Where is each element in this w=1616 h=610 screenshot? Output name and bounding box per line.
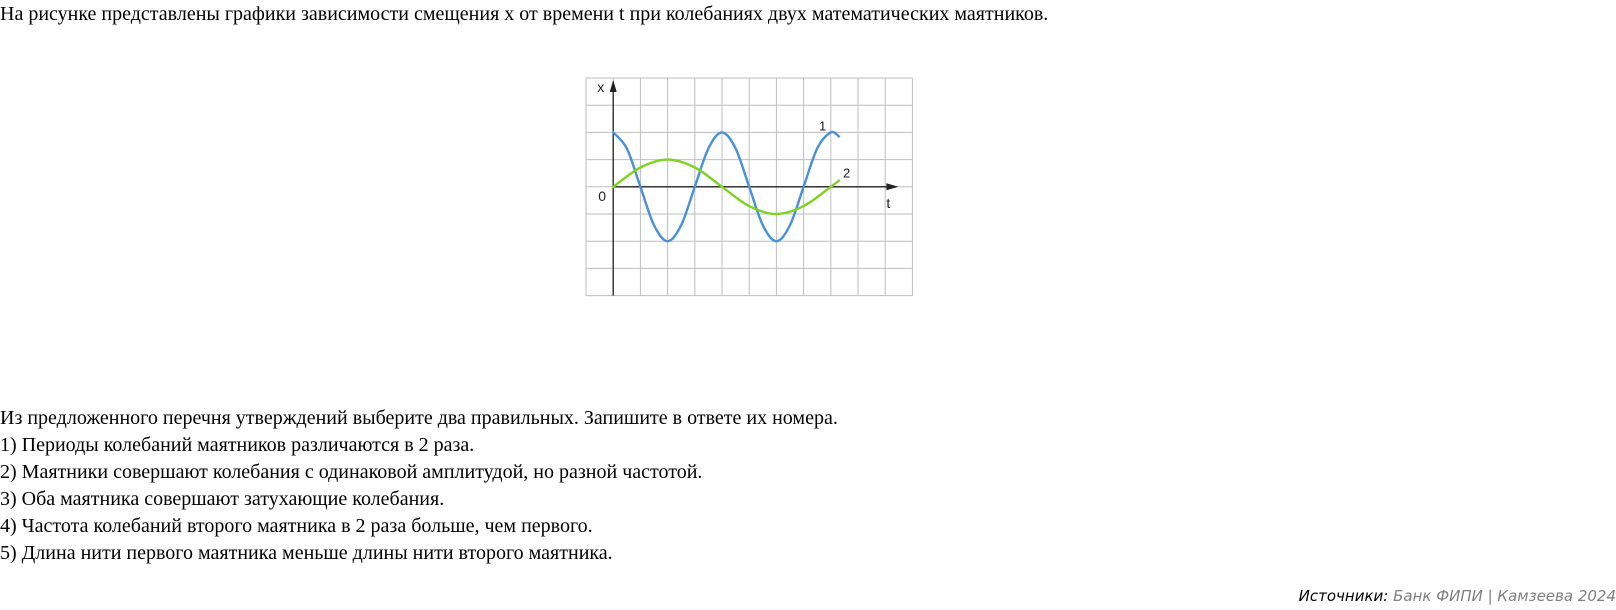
chart-series (613, 118, 850, 241)
chart-axes (597, 79, 898, 296)
series-label-1: 1 (818, 118, 827, 134)
x-axis-label: t (886, 194, 891, 211)
question-instruction: Из предложенного перечня утверждений выберите два правильных. Запишите в ответе их номера. (0, 407, 838, 429)
sources-line (1299, 586, 1616, 606)
answer-option-1: 1) Периоды колебаний маятников различаются в 2 раза. (0, 434, 475, 456)
answer-option-5: 5) Длина нити первого маятника меньше длины нити второго маятника. (0, 542, 613, 564)
answer-option-2: 2) Маятники совершают колебания с одинаковой амплитудой, но разной частотой. (0, 461, 703, 483)
question-block (0, 405, 838, 567)
answer-option-3: 3) Оба маятника совершают затухающие колебания. (0, 488, 445, 510)
chart-svg (584, 76, 924, 308)
pendulum-graph (584, 76, 924, 308)
y-axis-arrow-icon (610, 80, 617, 92)
origin-label: 0 (598, 187, 606, 204)
answer-option-4: 4) Частота колебаний второго маятника в 2 раза больше, чем первого. (0, 515, 593, 537)
intro-text: На рисунке представлены графики зависимости смещения x от времени t при колебаниях двух математических маятников. (0, 3, 1049, 25)
sources-label: Источники: (1298, 587, 1389, 605)
series-label-2: 2 (842, 165, 851, 181)
x-axis-arrow-icon (886, 183, 898, 190)
sources-value: Банк ФИПИ | Камзеева 2024 (1393, 587, 1616, 605)
y-axis-label: x (597, 79, 605, 95)
